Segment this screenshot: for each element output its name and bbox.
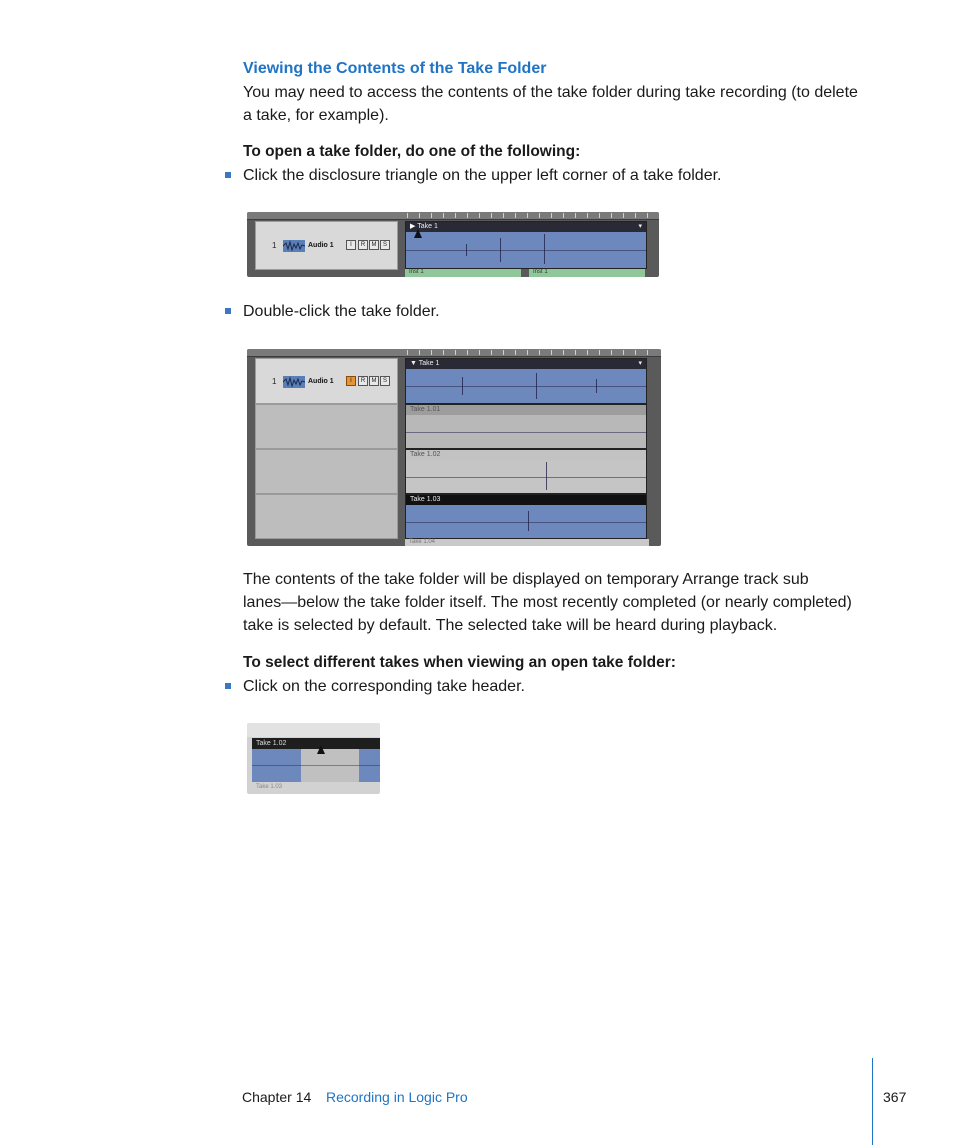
take-folder-title: Take 1 (417, 223, 438, 230)
footer-divider (872, 1058, 873, 1145)
para-line-1: The contents of the take folder will be displayed on temporary Arrange track sub (243, 571, 809, 588)
footer-chapter: Chapter 14 (242, 1089, 312, 1105)
input-monitor-button[interactable]: I (346, 376, 356, 386)
select-takes-heading: To select different takes when viewing an open take folder: (243, 654, 676, 671)
footer-chapter-title[interactable]: Recording in Logic Pro (326, 1089, 468, 1105)
take-waveform (406, 460, 646, 493)
record-enable-button[interactable]: R (358, 240, 368, 250)
sub-region-right[interactable]: Inst 1 (529, 269, 645, 277)
take-folder-header[interactable] (406, 359, 646, 369)
take-header[interactable] (406, 450, 646, 460)
bullet-marker (225, 308, 231, 314)
solo-button[interactable]: S (380, 240, 390, 250)
track-header[interactable] (255, 358, 398, 404)
bullet-3-text: Click on the corresponding take header. (243, 678, 525, 695)
intro-line-1: You may need to access the contents of the take folder during take recording (to delete (243, 84, 858, 101)
bar-ruler (247, 212, 659, 220)
take-folder-region[interactable] (405, 221, 647, 269)
para-line-3: take is selected by default. The selected take will be heard during playback. (243, 617, 778, 634)
open-folder-heading: To open a take folder, do one of the following: (243, 143, 581, 160)
screenshot-take-header (247, 723, 380, 794)
bullet-2-text: Double-click the take folder. (243, 303, 440, 320)
mouse-pointer-icon (317, 745, 325, 754)
take-waveform (406, 232, 646, 268)
bullet-marker (225, 683, 231, 689)
take-header-label: Take 1.02 (256, 740, 287, 747)
mute-button[interactable]: M (369, 240, 379, 250)
take-folder-region[interactable] (405, 358, 647, 404)
intro-paragraph (243, 81, 883, 127)
take-label: Take 1.01 (410, 406, 441, 413)
description-paragraph (243, 568, 883, 637)
take-folder-menu-icon[interactable]: ▾ (638, 223, 642, 230)
take-lane-partial[interactable]: Take 1.04 (405, 539, 649, 546)
disclosure-triangle-open-icon[interactable]: ▼ (410, 360, 417, 367)
mouse-pointer-icon (414, 229, 422, 238)
take-header[interactable] (406, 495, 646, 505)
bullet-1-text: Click the disclosure triangle on the upper left corner of a take folder. (243, 167, 722, 184)
take-waveform (406, 415, 646, 448)
take-label: Take 1.02 (410, 451, 441, 458)
bar-ruler (247, 349, 661, 357)
section-heading: Viewing the Contents of the Take Folder (243, 60, 547, 77)
page-number: 367 (883, 1089, 907, 1105)
mute-button[interactable]: M (369, 376, 379, 386)
track-name: Audio 1 (308, 378, 334, 385)
take-label: Take 1.03 (410, 496, 441, 503)
take-waveform (406, 369, 646, 403)
take-folder-header[interactable] (406, 222, 646, 232)
take-lane-selected[interactable] (405, 494, 647, 539)
sub-lane-header (255, 449, 398, 494)
take-lane[interactable] (405, 404, 647, 449)
sub-lane-header (255, 404, 398, 449)
screenshot-closed-take-folder (247, 212, 659, 277)
sub-region-left[interactable]: Inst 1 (405, 269, 521, 277)
intro-line-2: a take, for example). (243, 107, 389, 124)
track-number: 1 (272, 241, 277, 250)
disclosure-triangle-icon[interactable]: ▶ (410, 223, 416, 230)
take-folder-menu-icon[interactable]: ▾ (638, 360, 642, 367)
sub-lane-header (255, 494, 398, 539)
next-take-header[interactable]: Take 1.03 (256, 784, 283, 790)
take-waveform (406, 505, 646, 538)
take-folder-title: Take 1 (418, 360, 440, 367)
record-enable-button[interactable]: R (358, 376, 368, 386)
take-header[interactable] (252, 738, 380, 749)
track-number: 1 (272, 377, 277, 386)
solo-button[interactable]: S (380, 376, 390, 386)
input-monitor-button[interactable]: I (346, 240, 356, 250)
track-header[interactable] (255, 221, 398, 270)
audio-waveform-icon (283, 376, 305, 388)
para-line-2: lanes—below the take folder itself. The most recently completed (or nearly completed) (243, 594, 852, 611)
take-lane[interactable] (405, 449, 647, 494)
screenshot-open-take-folder (247, 349, 661, 546)
take-header[interactable] (406, 405, 646, 415)
audio-waveform-icon (283, 240, 305, 252)
track-name: Audio 1 (308, 242, 334, 249)
bullet-marker (225, 172, 231, 178)
